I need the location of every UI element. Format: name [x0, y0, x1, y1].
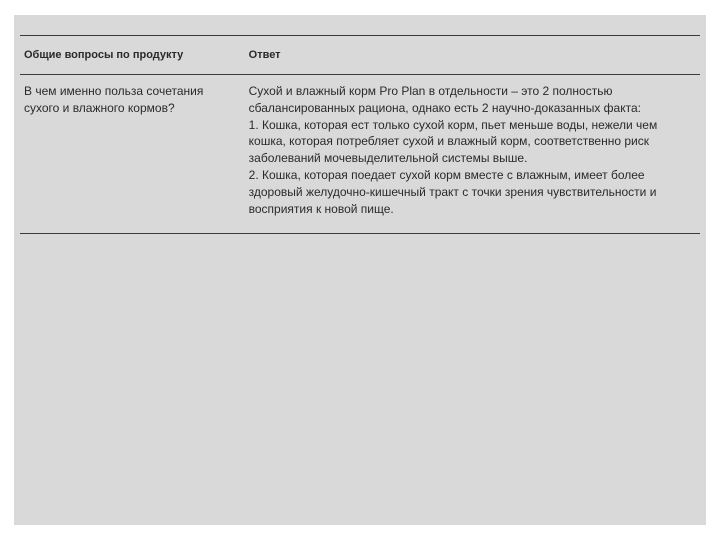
answer-fact-2: 2. Кошка, которая поедает сухой корм вместе с влажным, имеет более здоровый желудочно-кишечный тракт с точки зрения чувствительности и восприятия к новой пище.	[248, 167, 657, 216]
header-question: Общие вопросы по продукту	[20, 36, 245, 75]
answer-cell	[245, 75, 700, 234]
slide	[14, 15, 706, 525]
answer-fact-1: 1. Кошка, которая ест только сухой корм, пьет меньше воды, нежели чем кошка, которая потребляет сухой и влажный корм, соответственно риск заболеваний мочевыделительной системы выше.	[248, 117, 658, 166]
table-row	[20, 75, 700, 234]
header-answer: Ответ	[245, 36, 700, 75]
answer-intro: Сухой и влажный корм Pro Plan в отдельности – это 2 полностью сбалансированных рациона, однако есть 2 научно-доказанных факта:	[248, 84, 641, 115]
question-cell: В чем именно польза сочетания сухого и влажного кормов?	[20, 75, 245, 234]
table-header-row	[20, 36, 700, 75]
faq-table	[20, 35, 700, 234]
